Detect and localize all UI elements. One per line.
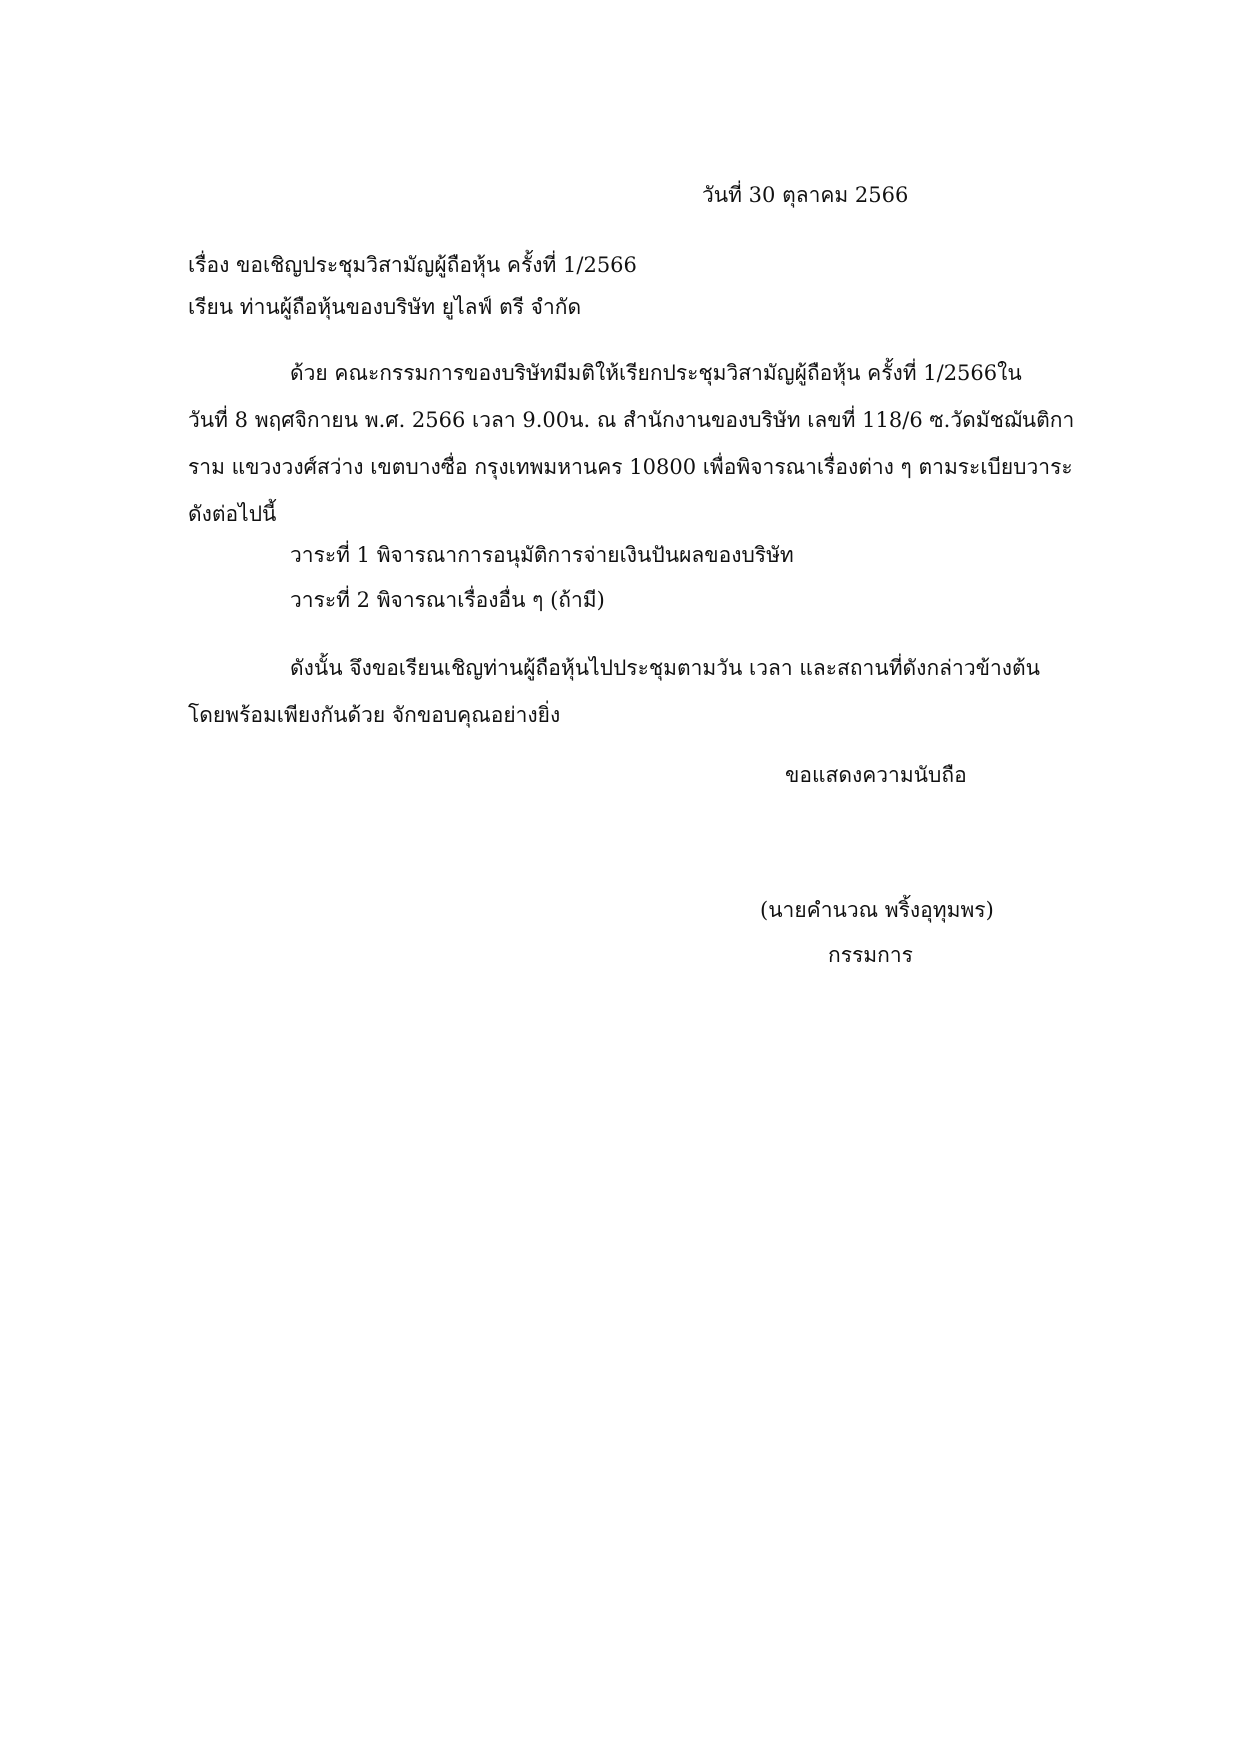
letter-subject: เรื่อง ขอเชิญประชุมวิสามัญผู้ถือหุ้น ครั้งที่ 1/2566: [188, 253, 637, 277]
signer-name: (นายคำนวณ พริ้งอุทุมพร): [760, 898, 994, 922]
agenda-item-2: วาระที่ 2 พิจารณาเรื่องอื่น ๆ (ถ้ามี): [290, 588, 605, 612]
intro-line-2: วันที่ 8 พฤศจิกายน พ.ศ. 2566 เวลา 9.00น. ณ สำนักงานของบริษัท เลขที่ 118/6 ซ.วัดมัชฌันติกา: [188, 408, 1075, 432]
intro-line-1: ด้วย คณะกรรมการของบริษัทมีมติให้เรียกประชุมวิสามัญผู้ถือหุ้น ครั้งที่ 1/2566ใน: [290, 361, 1022, 385]
signer-title: กรรมการ: [828, 943, 913, 967]
intro-line-3: ราม แขวงวงศ์สว่าง เขตบางซื่อ กรุงเทพมหานคร 10800 เพื่อพิจารณาเรื่องต่าง ๆ ตามระเบียบวาระ: [188, 455, 1073, 479]
regards-text: ขอแสดงความนับถือ: [785, 763, 967, 787]
agenda-item-1: วาระที่ 1 พิจารณาการอนุมัติการจ่ายเงินปันผลของบริษัท: [290, 543, 794, 567]
intro-line-4: ดังต่อไปนี้: [188, 502, 277, 526]
letter-recipient: เรียน ท่านผู้ถือหุ้นของบริษัท ยูไลฟ์ ตรี จำกัด: [188, 295, 582, 319]
closing-line-1: ดังนั้น จึงขอเรียนเชิญท่านผู้ถือหุ้นไปประชุมตามวัน เวลา และสถานที่ดังกล่าวข้างต้น: [290, 656, 1041, 680]
closing-line-2: โดยพร้อมเพียงกันด้วย จักขอบคุณอย่างยิ่ง: [188, 703, 561, 727]
letter-date: วันที่ 30 ตุลาคม 2566: [702, 183, 909, 207]
